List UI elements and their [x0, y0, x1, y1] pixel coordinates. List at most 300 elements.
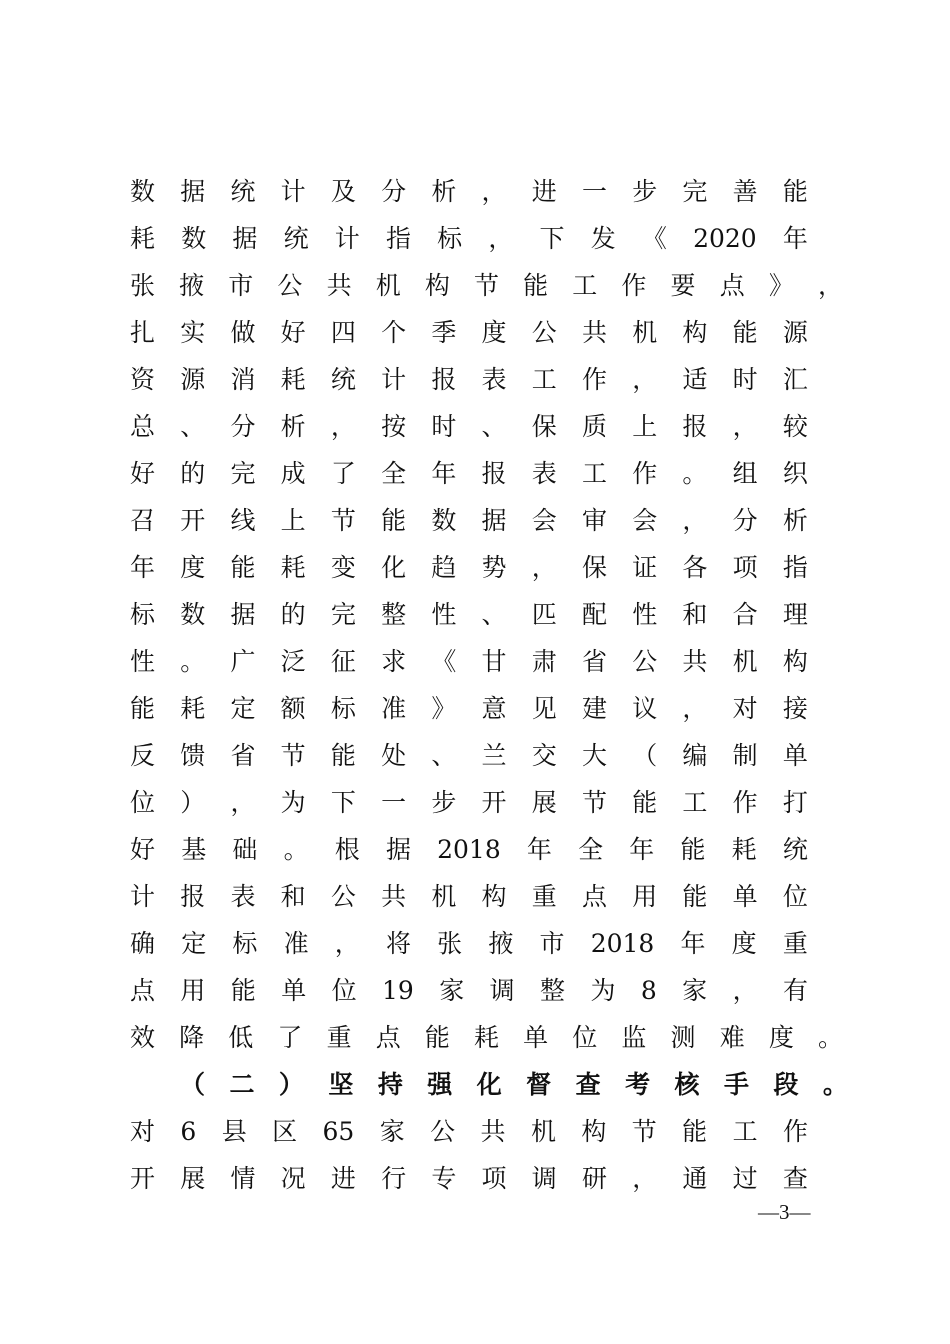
text-token: 会: [531, 506, 557, 535]
text-token: 化: [381, 553, 407, 582]
text-token: 张: [437, 929, 463, 958]
text-token: 变: [330, 553, 356, 582]
text-token: 二: [229, 1070, 255, 1099]
text-token: 反: [130, 741, 156, 770]
text-token: 及: [330, 177, 356, 206]
text-token: 共: [326, 271, 352, 300]
text-token: 年: [782, 224, 808, 253]
text-token: 考: [625, 1070, 651, 1099]
text-token: 广: [230, 647, 256, 676]
text-token: 掖: [179, 271, 205, 300]
paragraph-line: [130, 739, 808, 773]
text-token: 工: [682, 788, 708, 817]
text-token: 基: [181, 835, 207, 864]
text-token: 家: [379, 1117, 405, 1146]
paragraph-line: [130, 363, 808, 397]
text-token: 对: [130, 1117, 156, 1146]
text-token: 测: [670, 1023, 696, 1052]
text-token: 用: [632, 882, 658, 911]
text-token: 能: [632, 788, 658, 817]
text-token: 泛: [280, 647, 306, 676]
text-token: 完: [330, 600, 356, 629]
text-token: 时: [431, 412, 457, 441]
text-token: 数: [181, 224, 207, 253]
text-token: 织: [782, 459, 808, 488]
text-token: 共: [480, 1117, 506, 1146]
text-token: ，: [481, 177, 507, 206]
text-token: 数: [180, 600, 206, 629]
paragraph-line: [130, 504, 808, 538]
text-token: 位: [130, 788, 156, 817]
text-token: 标: [130, 600, 156, 629]
text-token: 效: [130, 1023, 156, 1052]
text-token: 查: [782, 1164, 808, 1193]
text-token: 处: [381, 741, 407, 770]
text-token: 节: [280, 741, 306, 770]
text-token: 家: [682, 976, 708, 1005]
paragraph-line: [130, 1021, 843, 1055]
paragraph-line: [130, 316, 808, 350]
text-token: 。: [817, 1023, 843, 1052]
text-token: 报: [682, 412, 708, 441]
text-token: 审: [581, 506, 607, 535]
text-token: 市: [228, 271, 254, 300]
text-token: 能: [330, 741, 356, 770]
text-token: 度: [481, 318, 507, 347]
text-token: 8: [640, 976, 657, 1005]
text-token: 统: [230, 177, 256, 206]
text-token: 标: [437, 224, 463, 253]
text-token: 公: [632, 647, 658, 676]
text-token: 匹: [531, 600, 557, 629]
text-token: 合: [732, 600, 758, 629]
text-token: 额: [280, 694, 306, 723]
text-token: 制: [732, 741, 758, 770]
text-token: 耗: [731, 835, 757, 864]
text-token: 机: [431, 882, 457, 911]
text-token: 调: [489, 976, 515, 1005]
text-token: 的: [280, 600, 306, 629]
text-token: 点: [581, 882, 607, 911]
text-token: ，: [682, 506, 708, 535]
text-token: 公: [430, 1117, 456, 1146]
text-token: 构: [782, 647, 808, 676]
text-token: 兰: [481, 741, 507, 770]
text-token: 2018: [437, 835, 501, 864]
text-token: 统: [330, 365, 356, 394]
text-token: 。: [180, 647, 206, 676]
text-token: 析: [431, 177, 457, 206]
text-token: 开: [481, 788, 507, 817]
text-token: 、: [481, 600, 507, 629]
text-token: 源: [782, 318, 808, 347]
text-token: ）: [180, 788, 206, 817]
text-token: 保: [581, 553, 607, 582]
text-token: 《: [431, 647, 457, 676]
text-token: 共: [381, 882, 407, 911]
paragraph-line: [130, 833, 808, 867]
text-token: 质: [581, 412, 607, 441]
text-token: ，: [334, 929, 360, 958]
text-token: 构: [682, 318, 708, 347]
text-token: 保: [531, 412, 557, 441]
text-token: 段: [773, 1070, 799, 1099]
text-token: 年: [526, 835, 552, 864]
text-token: 度: [731, 929, 757, 958]
text-token: 能: [424, 1023, 450, 1052]
text-token: 步: [632, 177, 658, 206]
text-token: 上: [280, 506, 306, 535]
text-token: 2018: [590, 929, 655, 958]
text-token: 成: [280, 459, 306, 488]
text-token: 。: [682, 459, 708, 488]
paragraph-line: [130, 645, 808, 679]
text-token: 位: [782, 882, 808, 911]
text-token: 重: [326, 1023, 352, 1052]
text-token: 善: [732, 177, 758, 206]
text-token: 2020: [693, 224, 757, 253]
text-token: 编: [682, 741, 708, 770]
text-token: 降: [179, 1023, 205, 1052]
text-token: 耗: [130, 224, 156, 253]
text-token: 完: [682, 177, 708, 206]
text-token: 证: [632, 553, 658, 582]
text-token: 准: [381, 694, 407, 723]
text-token: 年: [629, 835, 655, 864]
text-token: 市: [539, 929, 565, 958]
text-token: 专: [431, 1164, 457, 1193]
text-token: 召: [130, 506, 156, 535]
text-token: 情: [230, 1164, 256, 1193]
text-token: 性: [130, 647, 156, 676]
text-token: 组: [732, 459, 758, 488]
text-token: 下: [539, 224, 565, 253]
text-token: 理: [782, 600, 808, 629]
text-token: 作: [581, 365, 607, 394]
text-token: 表: [230, 882, 256, 911]
text-token: 重: [531, 882, 557, 911]
paragraph-line: [130, 927, 808, 961]
text-token: 统: [782, 835, 808, 864]
text-token: 意: [481, 694, 507, 723]
text-token: 位: [572, 1023, 598, 1052]
text-token: ，: [682, 694, 708, 723]
text-token: 上: [632, 412, 658, 441]
text-token: 开: [130, 1164, 156, 1193]
text-token: ，: [531, 553, 557, 582]
text-token: 接: [782, 694, 808, 723]
text-token: 展: [531, 788, 557, 817]
text-token: 查: [575, 1070, 601, 1099]
text-token: 用: [180, 976, 206, 1005]
text-token: 据: [180, 177, 206, 206]
text-token: 分: [230, 412, 256, 441]
text-token: 表: [531, 459, 557, 488]
paragraph-line: [130, 1115, 808, 1149]
text-token: 作: [621, 271, 647, 300]
text-token: 持: [377, 1070, 403, 1099]
text-token: 节: [473, 271, 499, 300]
text-token: 省: [230, 741, 256, 770]
text-token: 能: [523, 271, 549, 300]
text-token: 势: [481, 553, 507, 582]
text-token: 馈: [180, 741, 206, 770]
text-token: 础: [232, 835, 258, 864]
paragraph-line: [130, 598, 808, 632]
text-token: 性: [632, 600, 658, 629]
text-token: 标: [232, 929, 258, 958]
text-token: 甘: [481, 647, 507, 676]
text-token: 《: [641, 224, 667, 253]
text-token: 位: [331, 976, 357, 1005]
text-token: 线: [230, 506, 256, 535]
text-token: 好: [130, 835, 156, 864]
text-token: 发: [590, 224, 616, 253]
text-token: 扎: [130, 318, 156, 347]
text-token: ，: [632, 365, 658, 394]
text-token: 项: [732, 553, 758, 582]
text-token: 过: [732, 1164, 758, 1193]
text-token: 6: [180, 1117, 197, 1146]
text-token: 为: [280, 788, 306, 817]
text-token: 构: [581, 1117, 607, 1146]
paragraph-line: [130, 974, 808, 1008]
text-token: 。: [822, 1070, 848, 1099]
text-token: 机: [632, 318, 658, 347]
text-token: 性: [431, 600, 457, 629]
text-token: 能: [230, 553, 256, 582]
text-token: 求: [381, 647, 407, 676]
paragraph-line: [130, 410, 808, 444]
text-token: 作: [782, 1117, 808, 1146]
text-token: 构: [481, 882, 507, 911]
text-token: ，: [817, 271, 843, 300]
text-token: 的: [180, 459, 206, 488]
text-token: 了: [330, 459, 356, 488]
text-token: 低: [228, 1023, 254, 1052]
text-token: 工: [572, 271, 598, 300]
text-token: ，: [230, 788, 256, 817]
text-token: 单: [523, 1023, 549, 1052]
page-number: —3—: [758, 1200, 811, 1224]
text-token: 机: [732, 647, 758, 676]
text-token: 能: [732, 318, 758, 347]
text-token: 、: [481, 412, 507, 441]
text-token: 报: [481, 459, 507, 488]
text-token: 省: [581, 647, 607, 676]
text-token: 和: [280, 882, 306, 911]
text-token: 单: [732, 882, 758, 911]
text-token: 见: [531, 694, 557, 723]
text-token: 19: [382, 976, 414, 1005]
text-token: 节: [330, 506, 356, 535]
text-token: 析: [280, 412, 306, 441]
text-token: 公: [330, 882, 356, 911]
text-token: 项: [481, 1164, 507, 1193]
text-token: 区: [272, 1117, 298, 1146]
text-token: 点: [719, 271, 745, 300]
text-token: 年: [130, 553, 156, 582]
text-token: 指: [385, 224, 411, 253]
text-token: 行: [381, 1164, 407, 1193]
text-token: 督: [526, 1070, 552, 1099]
text-token: 县: [221, 1117, 247, 1146]
text-token: 数: [130, 177, 156, 206]
paragraph-line: [130, 457, 808, 491]
text-token: 将: [385, 929, 411, 958]
text-token: 张: [130, 271, 156, 300]
text-token: 》: [768, 271, 794, 300]
text-token: 手: [723, 1070, 749, 1099]
text-token: 能: [680, 835, 706, 864]
text-token: 消: [230, 365, 256, 394]
text-token: 能: [230, 976, 256, 1005]
text-token: 况: [280, 1164, 306, 1193]
text-token: 整: [381, 600, 407, 629]
text-token: 时: [732, 365, 758, 394]
text-token: 下: [330, 788, 356, 817]
text-token: 据: [230, 600, 256, 629]
text-token: 化: [476, 1070, 502, 1099]
text-token: 核: [674, 1070, 700, 1099]
text-token: 完: [230, 459, 256, 488]
text-token: 确: [130, 929, 156, 958]
text-token: 肃: [531, 647, 557, 676]
text-token: 机: [530, 1117, 556, 1146]
text-token: 分: [381, 177, 407, 206]
text-token: （: [180, 1070, 206, 1099]
text-token: 开: [180, 506, 206, 535]
section-heading: [180, 1068, 848, 1102]
text-token: 机: [375, 271, 401, 300]
text-token: 资: [130, 365, 156, 394]
text-token: 大: [581, 741, 607, 770]
text-token: ，: [330, 412, 356, 441]
text-token: 难: [719, 1023, 745, 1052]
text-token: 对: [732, 694, 758, 723]
text-token: 析: [782, 506, 808, 535]
text-token: 通: [682, 1164, 708, 1193]
text-token: 节: [631, 1117, 657, 1146]
text-token: 据: [385, 835, 411, 864]
text-token: 议: [632, 694, 658, 723]
text-token: 展: [180, 1164, 206, 1193]
text-token: 强: [427, 1070, 453, 1099]
paragraph-line: [130, 1162, 808, 1196]
text-token: 指: [782, 553, 808, 582]
text-token: ，: [732, 412, 758, 441]
text-token: 适: [682, 365, 708, 394]
text-token: 总: [130, 412, 156, 441]
text-token: 耗: [280, 553, 306, 582]
text-token: 按: [381, 412, 407, 441]
text-token: 交: [531, 741, 557, 770]
text-token: 、: [431, 741, 457, 770]
text-token: 计: [334, 224, 360, 253]
text-token: 统: [283, 224, 309, 253]
text-token: 单: [782, 741, 808, 770]
text-token: 好: [280, 318, 306, 347]
text-token: 公: [531, 318, 557, 347]
text-token: 监: [621, 1023, 647, 1052]
text-token: 据: [232, 224, 258, 253]
text-token: 全: [381, 459, 407, 488]
text-token: 能: [130, 694, 156, 723]
paragraph-line: [130, 175, 808, 209]
text-token: （: [632, 741, 658, 770]
text-token: 会: [632, 506, 658, 535]
text-token: 一: [581, 177, 607, 206]
text-token: 点: [375, 1023, 401, 1052]
text-token: 耗: [280, 365, 306, 394]
text-token: 调: [531, 1164, 557, 1193]
text-token: ，: [732, 976, 758, 1005]
text-token: 家: [439, 976, 465, 1005]
text-token: 了: [277, 1023, 303, 1052]
text-token: 。: [283, 835, 309, 864]
text-token: 实: [180, 318, 206, 347]
text-token: 各: [682, 553, 708, 582]
text-token: 计: [381, 365, 407, 394]
paragraph-line: [130, 880, 808, 914]
text-token: 研: [581, 1164, 607, 1193]
text-token: 打: [782, 788, 808, 817]
text-token: 共: [682, 647, 708, 676]
text-token: ）: [278, 1070, 304, 1099]
text-token: 分: [732, 506, 758, 535]
text-token: 、: [180, 412, 206, 441]
text-token: 趋: [431, 553, 457, 582]
text-token: 为: [590, 976, 616, 1005]
text-token: 点: [130, 976, 156, 1005]
text-token: 能: [682, 1117, 708, 1146]
text-token: ，: [632, 1164, 658, 1193]
text-token: 四: [330, 318, 356, 347]
text-token: 个: [381, 318, 407, 347]
paragraph-line: [130, 269, 843, 303]
text-token: 根: [334, 835, 360, 864]
text-token: 公: [277, 271, 303, 300]
text-token: 作: [632, 459, 658, 488]
text-token: 进: [330, 1164, 356, 1193]
text-token: 建: [581, 694, 607, 723]
text-token: 据: [481, 506, 507, 535]
paragraph-line: [130, 551, 808, 585]
text-token: 做: [230, 318, 256, 347]
paragraph-line: [130, 222, 808, 256]
text-token: 工: [581, 459, 607, 488]
text-token: 表: [481, 365, 507, 394]
text-token: 工: [531, 365, 557, 394]
text-token: 构: [424, 271, 450, 300]
text-token: 进: [531, 177, 557, 206]
text-token: ，: [488, 224, 514, 253]
text-token: 数: [431, 506, 457, 535]
text-token: 征: [330, 647, 356, 676]
text-token: 坚: [328, 1070, 354, 1099]
text-token: 节: [581, 788, 607, 817]
text-token: 65: [322, 1117, 355, 1146]
paragraph-line: [130, 786, 808, 820]
text-token: 度: [180, 553, 206, 582]
text-token: 要: [670, 271, 696, 300]
text-token: 重: [782, 929, 808, 958]
text-token: 能: [381, 506, 407, 535]
text-token: 共: [581, 318, 607, 347]
text-token: 计: [280, 177, 306, 206]
text-token: 作: [732, 788, 758, 817]
text-token: 年: [680, 929, 706, 958]
